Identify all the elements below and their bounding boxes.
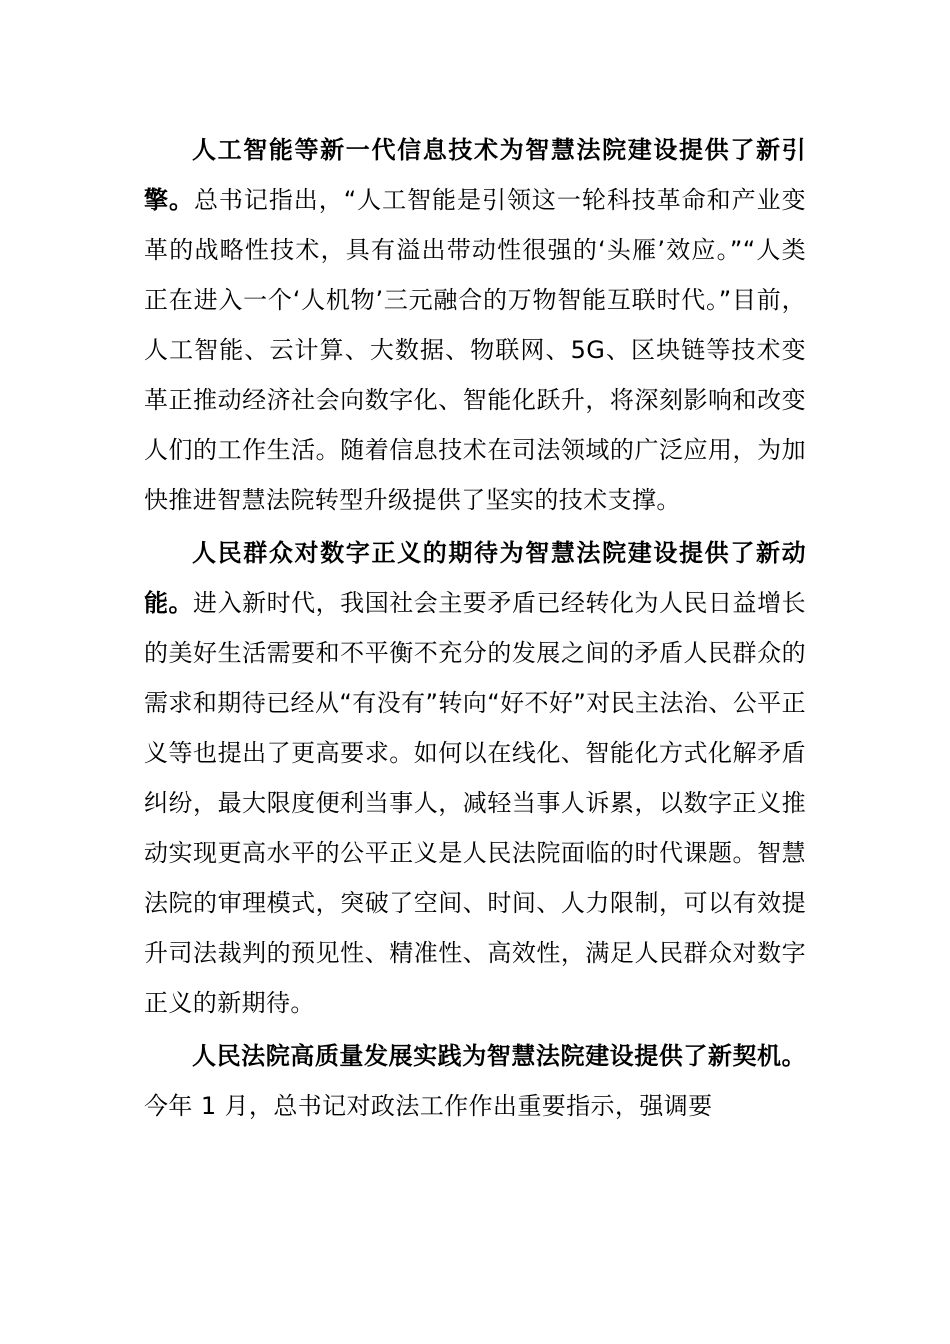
- paragraph-body: 今年 1 月，总书记对政法工作作出重要指示，强调要: [144, 1092, 713, 1120]
- paragraph-body: 总书记指出，“人工智能是引领这一轮科技革命和产业变革的战略性技术，具有溢出带动性很强的‘头雁’效应。”“人类正在进入一个‘人机物’三元融合的万物智能互联时代。”目前，人工智能、云计算、大数据、物联网、5G、区块链等技术变革正推动经济社会向数字化、智能化跃升，将深刻影响和改变人们的工作生活。随着信息技术在司法领域的广泛应用，为加快推进智慧法院转型升级提供了坚实的技术支撑。: [144, 186, 806, 514]
- paragraph-lead: 人民法院高质量发展实践为智慧法院建设提供了新契机。: [192, 1042, 806, 1070]
- paragraph-body: 进入新时代，我国社会主要矛盾已经转化为人民日益增长的美好生活需要和不平衡不充分的发展之间的矛盾人民群众的需求和期待已经从“有没有”转向“好不好”对民主法治、公平正义等也提出了更高要求。如何以在线化、智能化方式化解矛盾纠纷，最大限度便利当事人，减轻当事人诉累，以数字正义推动实现更高水平的公平正义是人民法院面临的时代课题。智慧法院的审理模式，突破了空间、时间、人力限制，可以有效提升司法裁判的预见性、精准性、高效性，满足人民群众对数字正义的新期待。: [144, 589, 806, 1017]
- paragraph-lead: 人工智能等新一代信息技术为智慧法院建设提供了新引擎。: [144, 136, 806, 214]
- document-page: [144, 125, 806, 1131]
- paragraph-lead: 人民群众对数字正义的期待为智慧法院建设提供了新动能。: [144, 539, 806, 617]
- paragraph-court-development: [144, 1031, 806, 1131]
- paragraph-tech-engine: [144, 125, 806, 525]
- paragraph-digital-justice: [144, 528, 806, 1028]
